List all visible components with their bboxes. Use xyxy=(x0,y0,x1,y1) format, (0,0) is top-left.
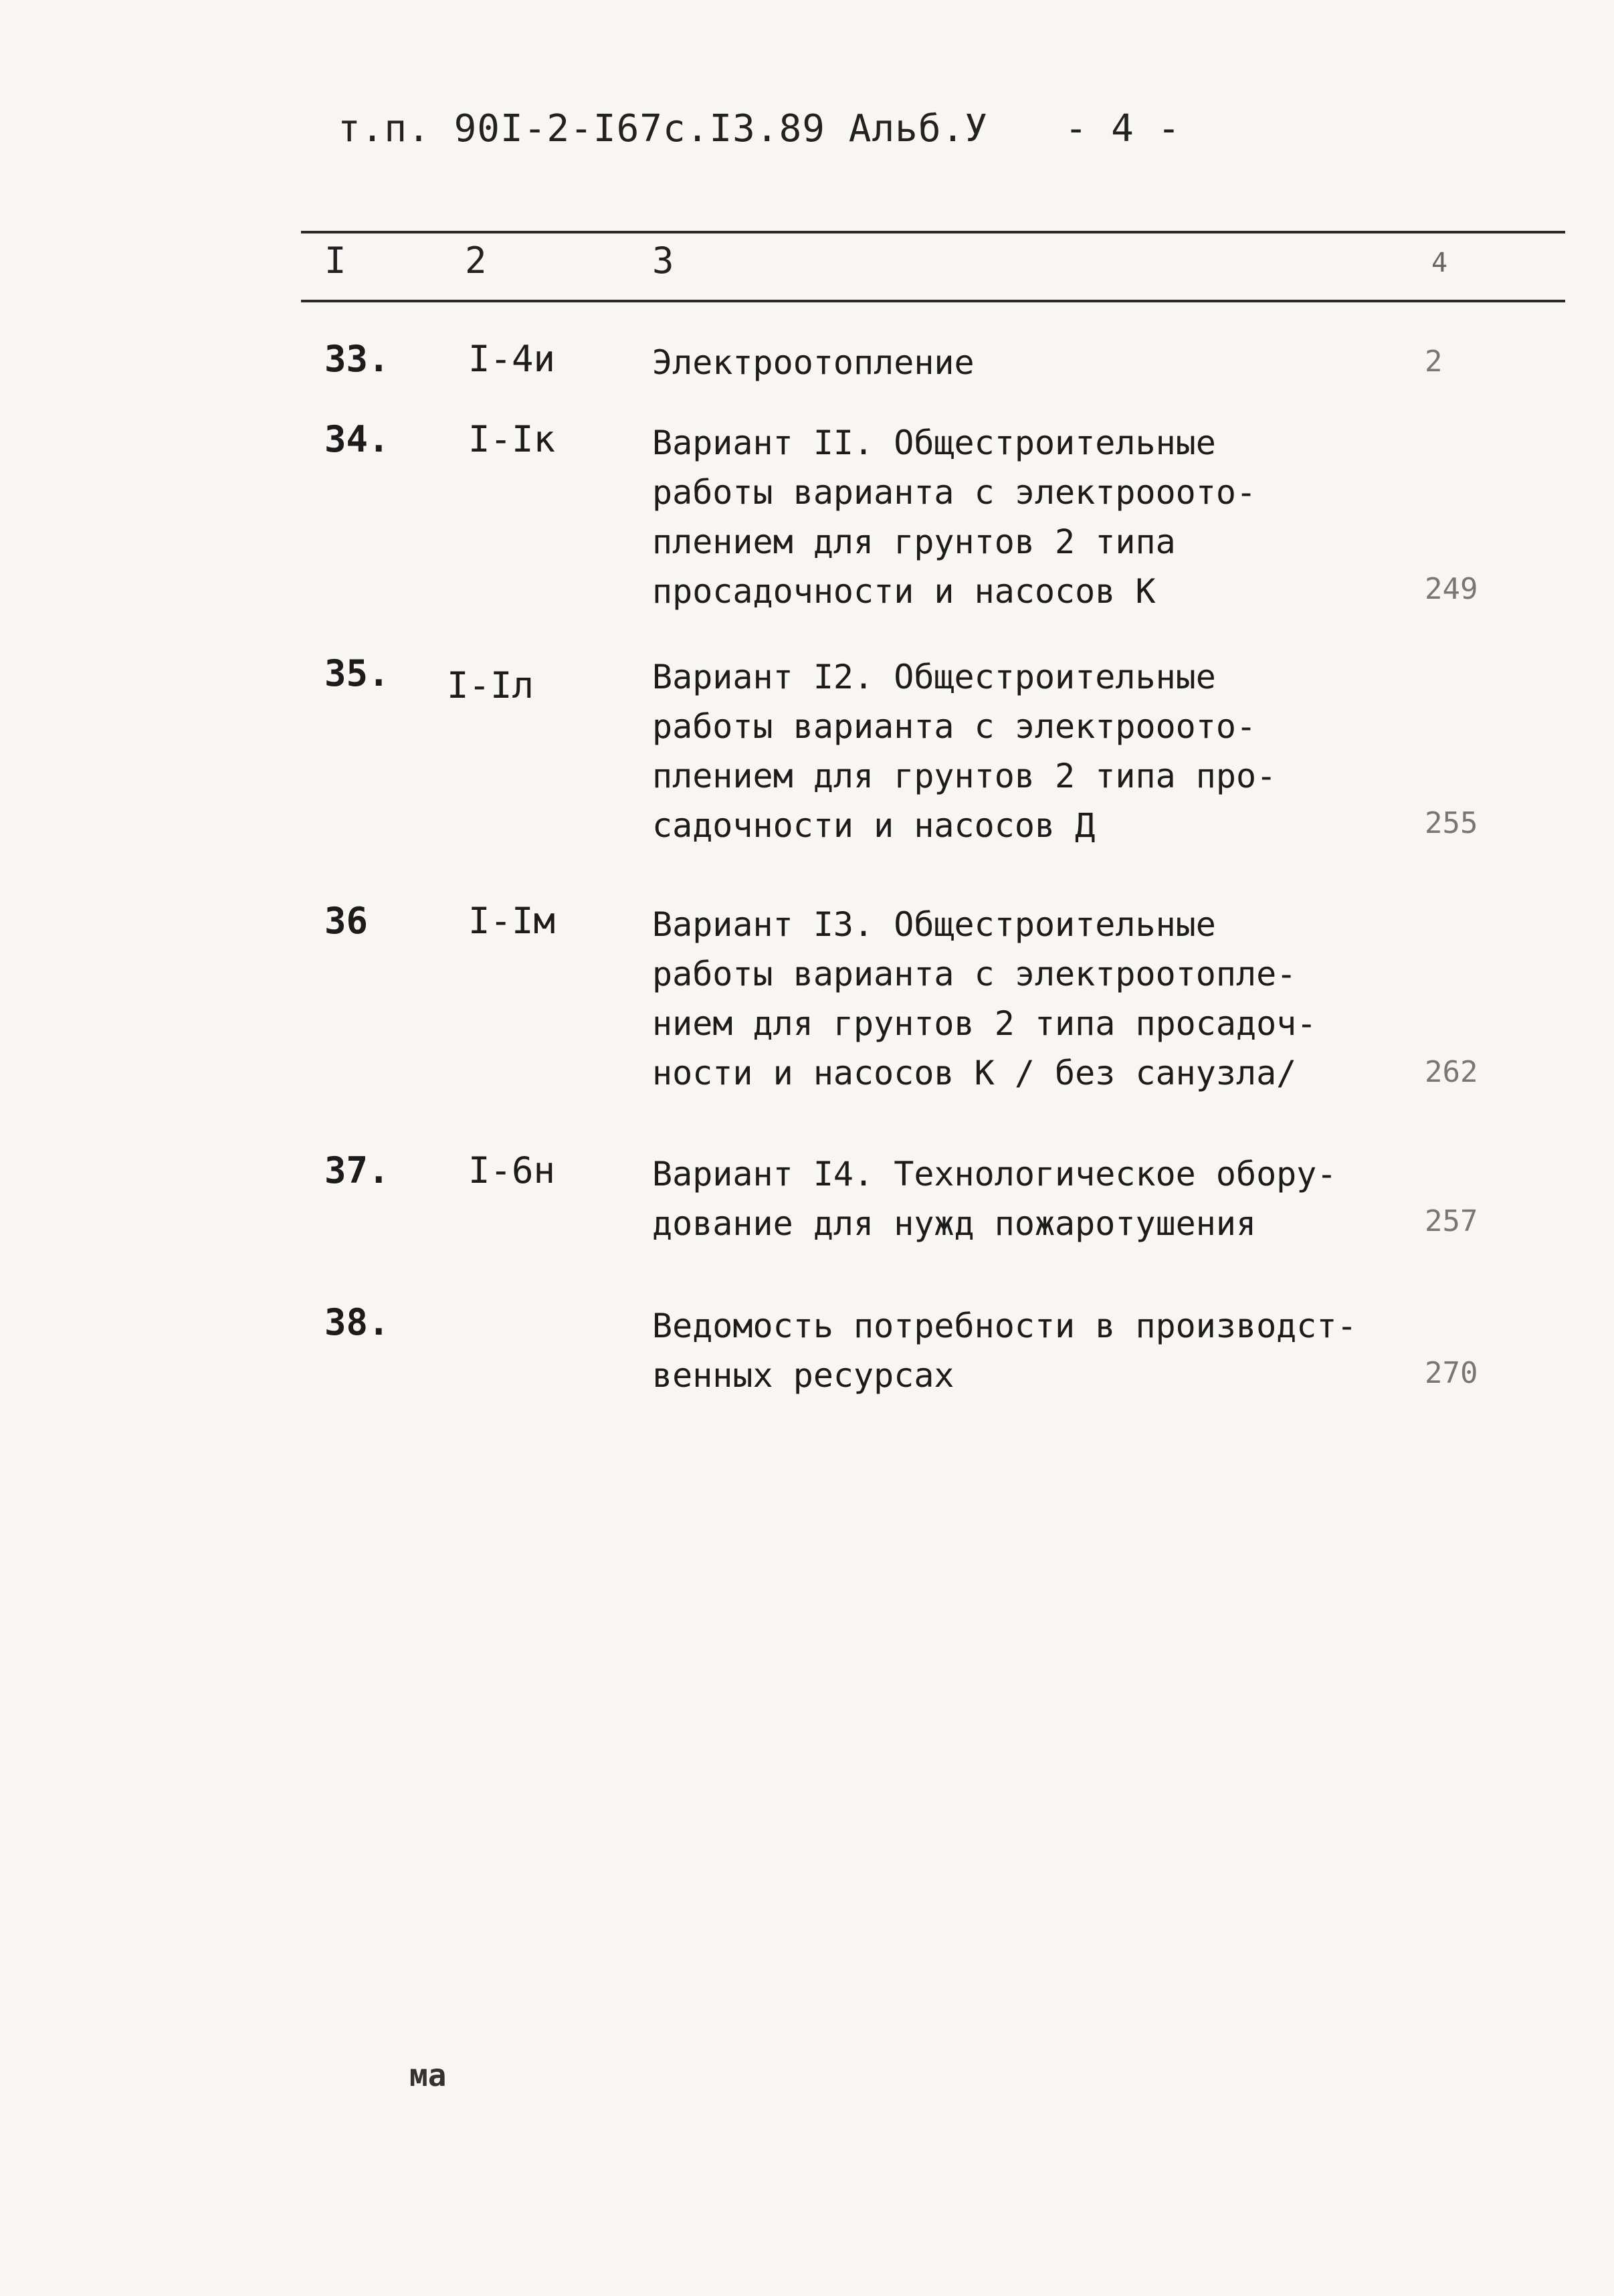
description-line: Электроотопление xyxy=(652,343,975,382)
table-header-rule xyxy=(301,300,1565,302)
row-description xyxy=(652,652,1421,850)
column-header-2: 2 xyxy=(465,240,487,282)
row-page: 2 xyxy=(1425,345,1443,379)
row-number: 36 xyxy=(324,900,369,942)
row-description xyxy=(652,900,1421,1098)
description-line: Вариант I2. Общестроительные xyxy=(652,658,1216,696)
description-line: нием для грунтов 2 типа просадоч- xyxy=(652,1004,1317,1043)
row-description xyxy=(652,1301,1421,1400)
document-reference: т.п. 90I-2-I67с.I3.89 Альб.У xyxy=(338,107,989,151)
row-description xyxy=(652,1149,1421,1248)
description-line: венных ресурсах xyxy=(652,1356,954,1395)
row-description xyxy=(652,338,1421,387)
row-page: 270 xyxy=(1425,1356,1478,1390)
column-header-4: 4 xyxy=(1431,248,1448,278)
footer-mark: ма xyxy=(409,2057,447,2093)
table-column-headers xyxy=(0,240,1614,293)
row-code: I-Iк xyxy=(468,418,556,460)
row-number: 33. xyxy=(324,338,390,380)
row-code: I-Iл xyxy=(447,664,534,706)
page-number: - 4 - xyxy=(1064,107,1181,151)
row-code: I-4и xyxy=(468,338,556,380)
column-header-1: I xyxy=(324,240,346,282)
description-line: работы варианта с электрооото- xyxy=(652,707,1257,746)
row-number: 34. xyxy=(324,418,390,460)
description-line: Вариант I4. Технологическое обору- xyxy=(652,1155,1337,1193)
description-line: Вариант II. Общестроительные xyxy=(652,423,1216,462)
table-top-rule xyxy=(301,231,1565,233)
row-number: 37. xyxy=(324,1149,390,1191)
description-line: Ведомость потребности в производст- xyxy=(652,1307,1357,1345)
description-line: плением для грунтов 2 типа про- xyxy=(652,757,1277,795)
description-line: Вариант I3. Общестроительные xyxy=(652,905,1216,944)
column-header-3: 3 xyxy=(652,240,674,282)
row-code: I-Iм xyxy=(468,900,556,942)
row-page: 262 xyxy=(1425,1055,1478,1089)
document-header xyxy=(338,107,1181,151)
row-page: 255 xyxy=(1425,806,1478,840)
row-page: 249 xyxy=(1425,572,1478,606)
row-number: 35. xyxy=(324,652,390,694)
description-line: работы варианта с электрооото- xyxy=(652,473,1257,512)
description-line: ности и насосов К / без санузла/ xyxy=(652,1054,1297,1092)
row-page: 257 xyxy=(1425,1204,1478,1238)
description-line: садочности и насосов Д xyxy=(652,806,1096,845)
description-line: плением для грунтов 2 типа xyxy=(652,522,1176,561)
row-code: I-6н xyxy=(468,1149,556,1191)
row-description xyxy=(652,418,1421,616)
description-line: просадочности и насосов К xyxy=(652,572,1156,611)
description-line: дование для нужд пожаротушения xyxy=(652,1204,1257,1243)
description-line: работы варианта с электроотопле- xyxy=(652,955,1297,993)
row-number: 38. xyxy=(324,1301,390,1343)
